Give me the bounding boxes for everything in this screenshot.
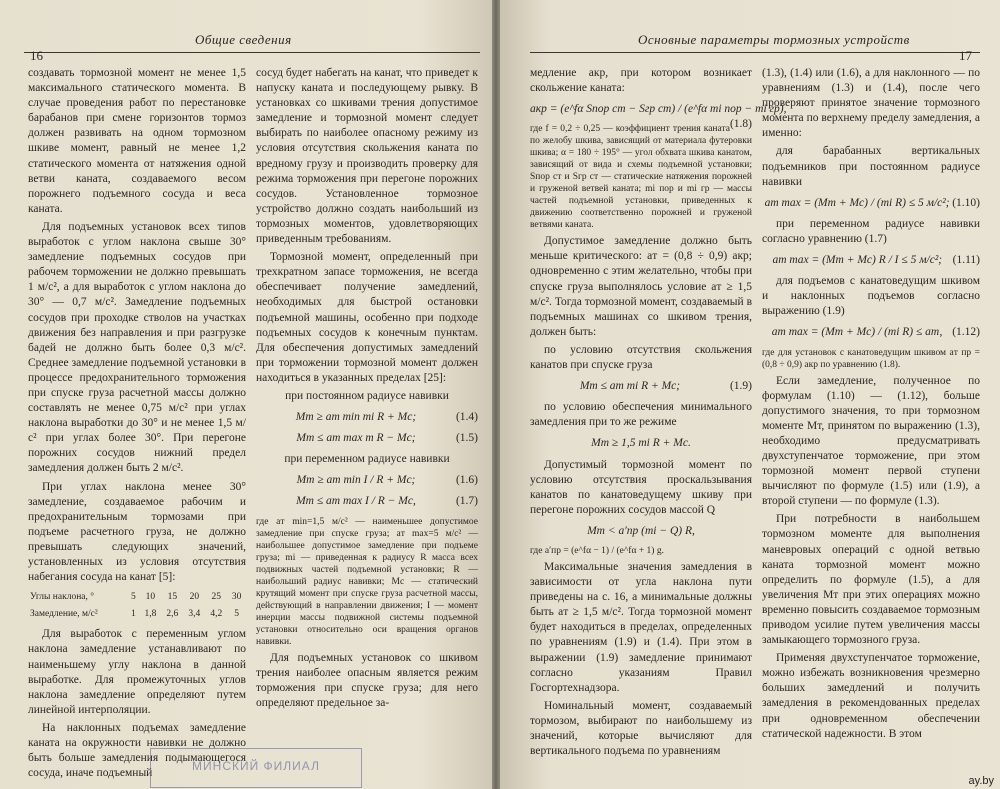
formula-text: Mт < a′пр (mi − Q) R,: [587, 524, 695, 537]
paragraph: при переменном радиусе навивки согласно уравнению (1.7): [762, 217, 980, 245]
formula-text: Mт ≥ aт min mi R + Mс;: [295, 411, 417, 424]
formula-text: aт max = (Mт + Mс) / (mi R) ≤ aт,: [771, 326, 943, 339]
formula-1-11: [762, 253, 980, 268]
table-cell: Замедление, м/с²: [30, 609, 98, 620]
formula-1-7: [256, 494, 478, 509]
paragraph: При потребности в наибольшем тормозном моменте для выполнения маневровых операций с одной ветвью каната тормозной момент можно определить по формуле (1.5), а для увеличения Mт при этих операциях можно временно повысить создаваемое тормозным приводом усилие путем увеличения массы замыкающего тормозного груза.: [762, 513, 980, 647]
formula-1-5: [256, 431, 478, 446]
paragraph: медление aкр, при котором возникает скольжение каната:: [530, 67, 752, 95]
paragraph: Номинальный момент, создаваемый тормозом, выбирают по наибольшему из значений, которые вычисляют для вертикального подъема по уравнениям: [530, 699, 752, 758]
header-rule: [530, 52, 980, 53]
paragraph: для барабанных вертикальных подъемников при постоянном радиусе навивки: [762, 145, 980, 188]
table-cell: Углы наклона, °: [30, 592, 95, 603]
paragraph: Применяя двухступенчатое торможение, можно избежать возникновения чрезмерно больших замедлений и получить замедления в рекомендованных пределах при одновременном обеспечении статической надежности. В этом: [762, 652, 980, 740]
paragraph: при переменном радиусе навивки: [284, 453, 450, 466]
table-cell: 15: [167, 592, 178, 603]
table-cell: 1: [130, 609, 136, 620]
paragraph: при постоянном радиусе навивки: [285, 389, 449, 402]
running-head: Основные параметры тормозных устройств: [638, 32, 910, 47]
paragraph: Тормозной момент, определенный при трехкратном запасе торможения, не всегда обеспечивает получение замедлений, необходимых для быстрой остановки подъемной машины, особенно при подходе подъемных сосудов к конечным пунктам. Для обеспечения допустимых замедлений при торможении тормозной момент должен находиться в указанных пределах [25]:: [256, 251, 478, 384]
paragraph: (1.3), (1.4) или (1.6), а для наклонного — по уравнениям (1.3) и (1.4), после чего проверяют принятое значение тормозного момента по верхнему пределу замедления, а именно:: [762, 67, 980, 140]
left-column-1: [28, 66, 246, 786]
table-cell: 20: [189, 592, 200, 603]
table-cell: 5: [234, 609, 240, 620]
paragraph: создавать тормозной момент не менее 1,5 максимального статического момента. В случае проведения работ по перестановке барабанов при смене горизонтов тормоз должен развивать на одном тормозном шкиве момент, равный не менее 1,2 статического момента от натяжения одной ветви каната, создаваемого весом порожнего подъемного сосуда и веса каната.: [28, 67, 246, 215]
formula-1-12: [762, 325, 980, 340]
formula-legend: где aт min=1,5 м/с² — наименьшее допустимое замедление при спуске груза; aт max=5 м/с² — наибольшее допустимое замедление при подъеме груза; mi — приведенная к радиусу R масса всех подвижных частей подъемной установки; R — наибольший радиус навивки; Mс — статический крутящий момент при спуске груза расчетной массы, действующий в направлении движения; I — момент инерции массы подвижной системы подъемной установки относительно оси вращения органов навивки.: [256, 516, 478, 647]
paragraph: сосуд будет набегать на канат, что приведет к напуску каната и последующему рывку. В установках со шкивами трения допустимое замедление и тормозной момент следует выбирать по наиболее опасному режиму из условия отсутствия скольжения каната по вредному грузу и производить проверку для режима торможения при перегоне порожних сосудов. Установленное тормозное устройство должно создать наибольший из тормозных моментов, удовлетворяющих приведенным требованиям.: [256, 67, 478, 246]
table-cell: 2,6: [166, 609, 179, 620]
paragraph: Для подъемных установок со шкивом трения наиболее опасным является режим торможения при спуске груза; для него определяют предельное за-: [256, 651, 478, 709]
right-column-1: [530, 66, 787, 786]
paragraph: Если замедление, полученное по формулам (1.10) — (1.12), больше допустимого значения, то при тормозном моменте Mт, принятом по выражению (1.3), необходимо предусматривать двухступенчатое торможение, при этом тормозной момент первой ступени вычисляют по формуле (1.5) или (1.9), а второй ступени — по формуле (1.3).: [762, 374, 980, 508]
left-column-2: [256, 66, 478, 786]
formula-1-8: [530, 102, 787, 131]
formula-1-4: [256, 410, 478, 425]
paragraph: Максимальные значения замедления в зависимости от угла наклона пути приведены на с. 16, а минимальные должны быть aт ≥ 1,5 м/с². Тогда тормозной момент будет находиться в пределах, определенных по уравнениям (1.9) и (1.4). При этом в выражении (1.9) замедление принимают согласно указаниям Правил Госгортехнадзора.: [530, 560, 752, 694]
formula-number: (1.4): [455, 411, 478, 424]
formula-text: aкр = (e^fα Sпор ст − Sгр ст) / (e^fα mi пор − mi гр),: [530, 103, 787, 116]
paragraph: по условию обеспечения минимального замедления при то же режиме: [530, 401, 752, 429]
formula-legend: где для установок с канатоведущим шкивом aт пр = (0,8 ÷ 0,9) aкр по уравнению (1.8).: [762, 347, 980, 370]
formula-number: (1.7): [455, 495, 478, 508]
formula-text: Mт ≤ aт mi R + Mс;: [579, 380, 681, 393]
formula-number: (1.8): [729, 118, 752, 131]
formula-number: (1.11): [952, 254, 980, 267]
table-cell: 4,2: [210, 609, 223, 620]
formula-text: Mт ≥ aт min I / R + Mс;: [296, 474, 416, 487]
site-watermark: ay.by: [968, 775, 994, 787]
table-cell: 10: [145, 592, 156, 603]
left-page: [0, 0, 492, 789]
formula-1-9: [530, 379, 752, 394]
library-stamp: МИНСКИЙ ФИЛИАЛ: [150, 748, 362, 788]
formula-1-10: [762, 196, 980, 211]
table-cell: 3,4: [188, 609, 201, 620]
paragraph: по условию отсутствия скольжения канатов при спуске груза: [530, 343, 752, 372]
paragraph: для подъемов с канатоведущим шкивом и наклонных подъемов согласно выражению (1.9): [762, 275, 980, 318]
table-row: [28, 606, 246, 623]
table-row: [28, 589, 246, 606]
paragraph: Допустимый тормозной момент по условию отсутствия проскальзывания канатов по канатоведущему шкиву при перегоне порожних сосудов массой Q: [530, 458, 752, 516]
running-head: Общие сведения: [195, 32, 292, 47]
formula-text: aт max = (Mт + Mс) R / I ≤ 5 м/с²;: [772, 254, 943, 267]
formula-number: (1.9): [729, 380, 752, 393]
paragraph: На наклонных подъемах замедление каната на окружности навивки не должно быть больше замедления подымающегося сосуда, иначе подъемный: [28, 721, 246, 780]
formula-1-6: [256, 473, 478, 488]
formula-number: (1.12): [952, 326, 980, 339]
formula-text: Mт ≤ aт max I / R − Mс,: [296, 495, 416, 508]
right-page: [500, 0, 1000, 789]
formula-legend: где f = 0,2 ÷ 0,25 — коэффициент трения каната по желобу шкива, зависящий от материала футеровки шкива; α = 180 ÷ 195° — угол обхвата шкива канатом, зависящий от вида и схемы подъемной установки; Sпор ст и Sгр ст — статические натяжения порожней и груженой ветвей каната; mi пор и mi гр — массы частей подъемной установки, приведенных к движению соответственно порожней и груженой ветвями каната.: [530, 124, 752, 231]
slope-table: [28, 589, 246, 623]
paragraph: При углах наклона менее 30° замедление, создаваемое рабочим и предохранительным тормозами при подъеме расчетного груза, не должно превышать следующих значений, установленных из условия отсутствия набегания сосуда на канат [5]:: [28, 480, 246, 584]
formula-legend: где a′пр = (e^fα − 1) / (e^fα + 1) g.: [530, 545, 664, 556]
formula-number: (1.6): [455, 474, 478, 487]
formula-text: Mт ≥ 1,5 mi R + Mс.: [591, 437, 691, 450]
table-cell: 30: [231, 592, 242, 603]
header-rule: [24, 52, 480, 53]
formula-empty-run: [530, 524, 752, 539]
paragraph: Для подъемных установок всех типов выработок с углом наклона свыше 30° замедление подъемных сосудов при рабочем торможении не должно превышать 1 м/с², а для выработок с углом наклона до 30° — 0,7 м/с². Замедление подъемных сосудов при проходке стволов на участках движения без направления и при разгрузке бадей не должно быть более 0,3 м/с². Среднее замедление подъемной установки в процессе предохранительного торможения при спуске груза расчетной массы должно составлять не менее 0,75 м/с² при углах наклона выработки до 30° и не менее 1,5 м/с² при углах более 30°. При перегоне порожних сосудов нижний предел замедления должен быть 2 м/с².: [28, 220, 246, 475]
page-number: 17: [959, 48, 972, 63]
formula-min-decel: [530, 436, 752, 451]
page-number: 16: [30, 48, 43, 63]
table-cell: 25: [211, 592, 222, 603]
table-cell: 1,8: [144, 609, 157, 620]
formula-number: (1.10): [952, 196, 980, 209]
formula-text: Mт ≤ aт max m R − Mс;: [296, 432, 416, 445]
formula-number: (1.5): [455, 432, 478, 445]
paragraph: Для выработок с переменным углом наклона замедление устанавливают по наименьшему углу наклона в данной выработке. Для промежуточных углов наклона замедление определяют путем линейной интерполяции.: [28, 628, 246, 716]
formula-text: aт max = (Mт + Mс) / (mi R) ≤ 5 м/с²;: [764, 196, 950, 209]
table-cell: 5: [130, 592, 136, 603]
right-column-2: [762, 66, 980, 786]
paragraph: Допустимое замедление должно быть меньше критического: aт = (0,8 ÷ 0,9) aкр; одновременно с этим желательно, чтобы при спуске груза выполнялось условие aт ≥ 1,5 м/с². Тогда тормозной момент, создаваемый в подъемных машинах со шкивом трения, должен быть:: [530, 235, 752, 338]
